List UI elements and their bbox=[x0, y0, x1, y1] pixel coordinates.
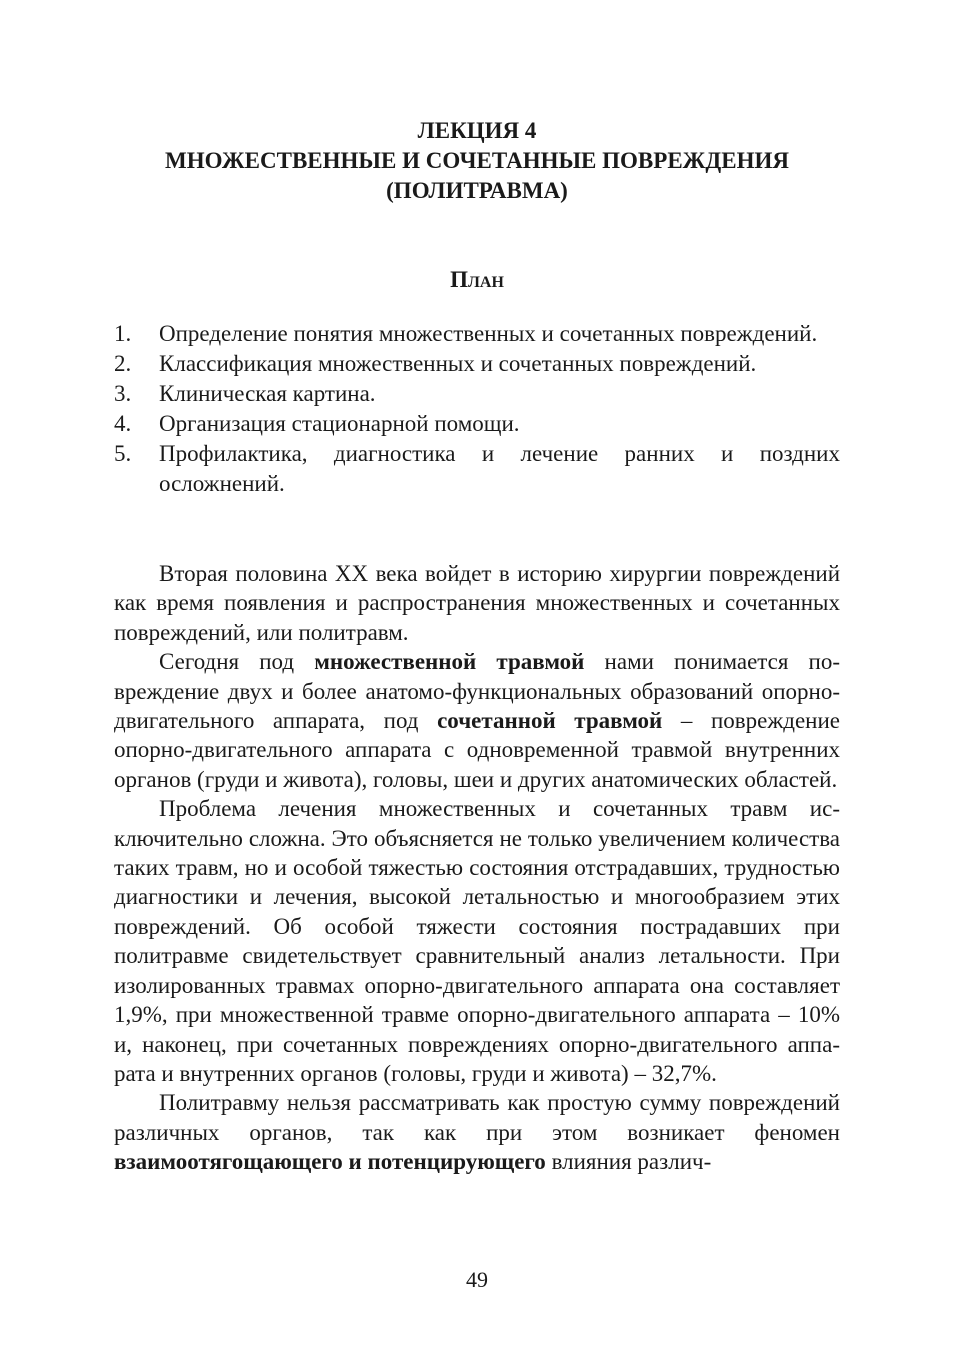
lecture-title bbox=[0, 116, 954, 206]
page-number: 49 bbox=[466, 1267, 488, 1292]
plan-item-number: 4. bbox=[114, 411, 132, 436]
term-mutual-aggravation: взаимоотягощающего и потенцирующего bbox=[114, 1149, 546, 1175]
paragraph-text: влияния различ- bbox=[545, 1149, 712, 1175]
plan-item-number: 5. bbox=[114, 441, 132, 466]
paragraph bbox=[114, 559, 840, 647]
plan-item bbox=[114, 379, 840, 409]
plan-item-number: 3. bbox=[114, 381, 132, 406]
paragraph-text: нами понимается повреждение двух и более анатомо-функциональных образований опорно-двигательного аппарата, под bbox=[114, 649, 840, 734]
paragraph bbox=[114, 794, 840, 1088]
paragraph-text: Сегодня под bbox=[159, 649, 315, 675]
lecture-topic-subtitle: (ПОЛИТРАВМА) bbox=[386, 178, 568, 203]
plan-item-text: Клиническая картина. bbox=[159, 381, 376, 406]
paragraph-text: Политравму нельзя рассматривать как простую сумму повреждений различных органов, так как при этом возникает феномен bbox=[114, 1090, 840, 1145]
term-multiple-trauma: множественной травмой bbox=[314, 649, 585, 675]
lecture-number: ЛЕКЦИЯ 4 bbox=[417, 118, 537, 143]
paragraph bbox=[114, 647, 840, 794]
plan-item bbox=[114, 439, 840, 499]
plan-item-number: 2. bbox=[114, 351, 132, 376]
plan-item-text: Организация стационарной помощи. bbox=[159, 411, 520, 436]
plan-list bbox=[114, 319, 840, 499]
lecture-topic: МНОЖЕСТВЕННЫЕ И СОЧЕТАННЫЕ ПОВРЕЖДЕНИЯ bbox=[165, 148, 789, 173]
lecture-body bbox=[114, 559, 840, 1177]
paragraph bbox=[114, 1088, 840, 1176]
plan-item-text: Определение понятия множественных и сочетанных повреждений. bbox=[159, 321, 818, 346]
paragraph-text: Вторая половина XX века войдет в историю хирургии повреждений как время появления и распространения множественных и сочетанных повреждений, или политравм. bbox=[114, 561, 840, 645]
term-combined-trauma: сочетанной травмой bbox=[437, 708, 663, 734]
plan-item bbox=[114, 349, 840, 379]
plan-item-text: Профилактика, диагностика и лечение ранних и поздних осложнений. bbox=[159, 441, 840, 496]
plan-item bbox=[114, 319, 840, 349]
plan-item bbox=[114, 409, 840, 439]
plan-item-number: 1. bbox=[114, 321, 132, 346]
plan-item-text: Классификация множественных и сочетанных повреждений. bbox=[159, 351, 757, 376]
plan-heading: План bbox=[450, 267, 504, 292]
paragraph-text: – повреждение опорно-двигательного аппарата с одновременной травмой внутренних органов (груди и живота), головы, шеи и других анатомических областей. bbox=[114, 708, 840, 792]
paragraph-text: Проблема лечения множественных и сочетанных травм исключительно сложна. Это объясняется не только увеличением количества таких травм, но и особой тяжестью состояния отстрадавших, трудностью диагностики и лечения, высокой летальностью и многообразием этих повреждений. Об особой тяжести состояния пострадавших при политравме свидетельствует сравнительный анализ летальности. При изолированных травмах опорно-двигательного аппарата она составляет 1,9%, при множественной травме опорно-двигательного аппарата – 10% и, наконец, при сочетанных повреждениях опорно-двигательного аппарата и внутренних органов (головы, груди и живота) – 32,7%. bbox=[114, 796, 840, 1086]
